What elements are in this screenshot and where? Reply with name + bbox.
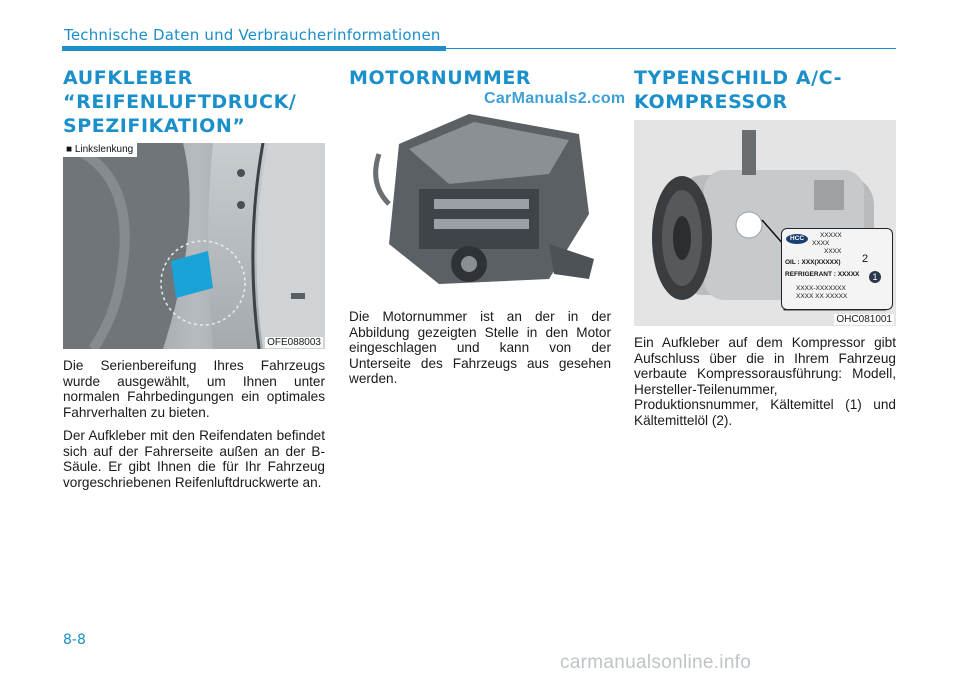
figure-tag: ■ Linkslenkung xyxy=(63,143,137,157)
column-engine-number xyxy=(349,66,611,387)
title-line: SPEZIFIKATION” xyxy=(63,115,246,137)
compressor-label xyxy=(781,228,893,310)
header-accent-bar xyxy=(62,46,446,51)
label-line: XXXX xyxy=(812,240,830,247)
label-code: XXXX XX XXXXX xyxy=(796,293,848,300)
title-line: AUFKLEBER xyxy=(63,67,193,89)
tire-label-paragraph-1: Die Serienbereifung Ihres Fahrzeugs wurde ausgewählt, um Ihnen unter normalen Fahrbedingungen ein optimales Fahrverhalten zu bieten. xyxy=(63,358,325,420)
tire-label-title xyxy=(63,66,325,138)
label-refrigerant: REFRIGERANT : XXXXX xyxy=(785,271,860,278)
watermark-top: CarManuals2.com xyxy=(484,90,626,107)
label-line: XXXX xyxy=(824,248,842,255)
label-code: XXXX-XXXXXXX xyxy=(796,285,846,292)
title-line: KOMPRESSOR xyxy=(634,91,788,113)
hcc-logo: HCC xyxy=(786,234,808,244)
title-line: “REIFENLUFTDRUCK/ xyxy=(63,91,297,113)
b-pillar-illustration xyxy=(63,143,325,349)
figure-code: OFE088003 xyxy=(267,337,321,348)
tire-label-figure xyxy=(63,143,325,349)
marker-2: 2 xyxy=(862,253,869,265)
watermark-bottom: carmanualsonline.info xyxy=(560,652,752,673)
label-line: XXXXX xyxy=(820,232,842,239)
ac-compressor-paragraph: Ein Aufkleber auf dem Kompressor gibt Aufschluss über die in Ihrem Fahrzeug verbaute Kompressorausführung: Modell, Hersteller-Teilenummer, Produktionsnummer, Kältemittel (1) und Kältemittelöl (2). xyxy=(634,335,896,428)
ac-compressor-title xyxy=(634,66,896,114)
engine-number-title: MOTORNUMMER xyxy=(349,67,532,89)
label-oil: OIL : XXX(XXXXX) xyxy=(785,259,841,266)
engine-figure xyxy=(349,94,611,300)
compressor-figure xyxy=(634,120,896,326)
page-number: 8-8 xyxy=(63,632,86,648)
figure-code: OHC081001 xyxy=(836,314,892,325)
title-line: TYPENSCHILD A/C- xyxy=(634,67,843,89)
column-ac-compressor xyxy=(634,66,896,428)
column-tire-label xyxy=(63,66,325,490)
tire-label-paragraph-2: Der Aufkleber mit den Reifendaten befindet sich auf der Fahrerseite außen an der B-Säule. Er gibt Ihnen die für Ihr Fahrzeug vorgeschriebenen Reifenluftdruckwerte an. xyxy=(63,428,325,490)
header-rule xyxy=(446,48,896,49)
marker-1: 1 xyxy=(869,271,881,283)
section-header: Technische Daten und Verbraucherinformationen xyxy=(64,26,441,44)
engine-illustration xyxy=(349,94,611,300)
engine-number-paragraph: Die Motornummer ist an der in der Abbildung gezeigten Stelle in den Motor eingeschlagen und kann von der Unterseite des Fahrzeugs aus gesehen werden. xyxy=(349,309,611,386)
